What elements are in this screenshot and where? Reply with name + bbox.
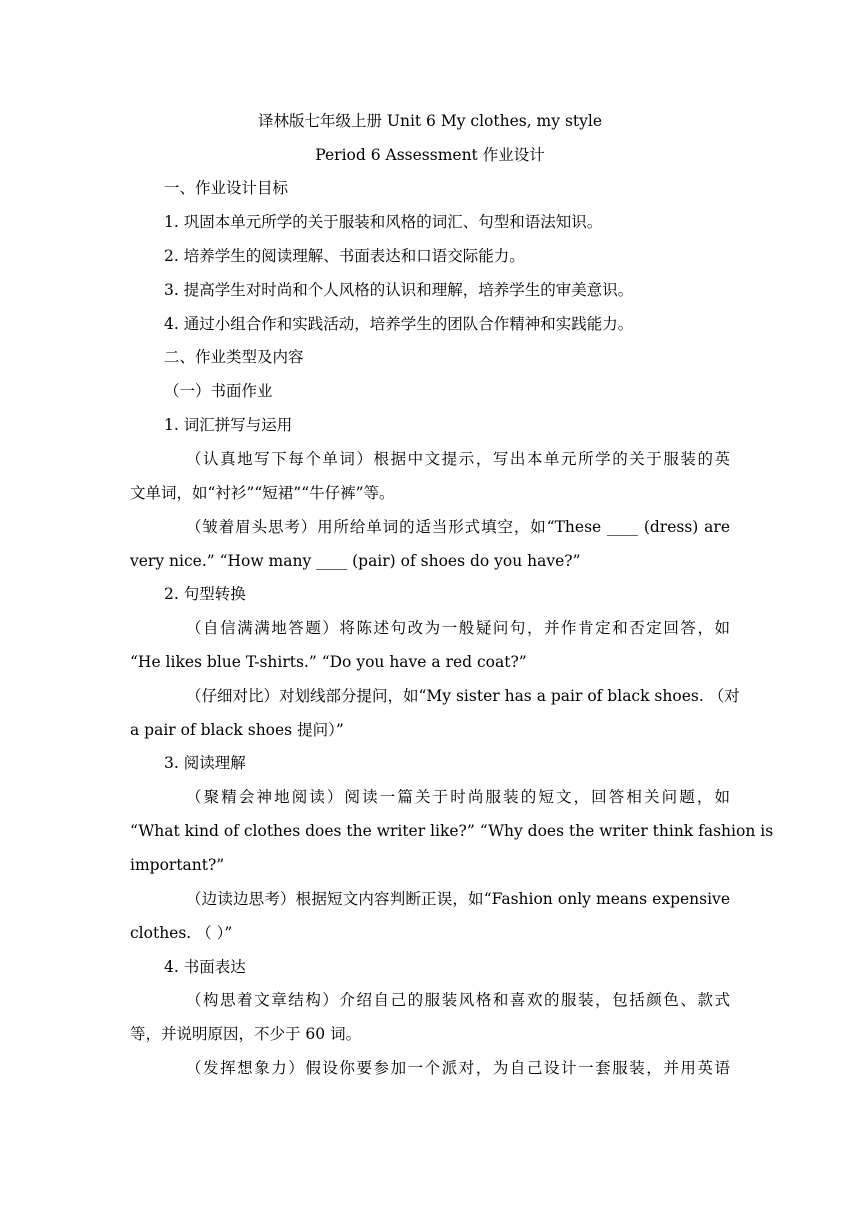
document-subtitle: Period 6 Assessment 作业设计 (315, 146, 545, 164)
paragraph-line: （认真地写下每个单词）根据中文提示，写出本单元所学的关于服装的英 (186, 450, 730, 468)
question-title: 2. 句型转换 (164, 585, 246, 603)
paragraph-line: 等，并说明原因，不少于 60 词。 (130, 1025, 362, 1043)
paragraph-line: “He likes blue T-shirts.” “Do you have a red coat?” (130, 653, 527, 671)
paragraph-line: （自信满满地答题）将陈述句改为一般疑问句，并作肯定和否定回答，如 (186, 619, 730, 637)
paragraph-line: （边读边思考）根据短文内容判断正误，如“Fashion only means expensive (186, 890, 730, 908)
question-title: 4. 书面表达 (164, 958, 246, 976)
paragraph-line: （聚精会神地阅读）阅读一篇关于时尚服装的短文，回答相关问题，如 (186, 788, 730, 806)
paragraph-line: （发挥想象力）假设你要参加一个派对，为自己设计一套服装，并用英语 (186, 1059, 730, 1077)
section-heading-types: 二、作业类型及内容 (164, 348, 304, 366)
goal-item: 1. 巩固本单元所学的关于服装和风格的词汇、句型和语法知识。 (164, 213, 603, 231)
paragraph-line: （仔细对比）对划线部分提问，如“My sister has a pair of black shoes. （对 (186, 687, 740, 705)
paragraph-line: 文单词，如“衬衫”“短裙”“牛仔裤”等。 (130, 484, 395, 502)
paragraph-line: a pair of black shoes 提问）” (130, 721, 344, 739)
paragraph-line: （皱着眉头思考）用所给单词的适当形式填空，如“These ____ (dress) are (186, 518, 730, 536)
question-title: 1. 词汇拼写与运用 (164, 416, 293, 434)
paragraph-line: （构思着文章结构）介绍自己的服装风格和喜欢的服装，包括颜色、款式 (186, 991, 730, 1009)
section-heading-goals: 一、作业设计目标 (164, 179, 289, 197)
goal-item: 2. 培养学生的阅读理解、书面表达和口语交际能力。 (164, 247, 525, 265)
document-title: 译林版七年级上册 Unit 6 My clothes, my style (257, 112, 603, 130)
question-title: 3. 阅读理解 (164, 754, 246, 772)
paragraph-line: very nice.” “How many ____ (pair) of shoes do you have?” (130, 552, 581, 570)
paragraph-line: “What kind of clothes does the writer like?” “Why does the writer think fashion is (130, 822, 774, 840)
paragraph-line: clothes. （ ）” (130, 924, 233, 942)
subsection-heading-written: （一）书面作业 (164, 382, 273, 400)
goal-item: 3. 提高学生对时尚和个人风格的认识和理解，培养学生的审美意识。 (164, 281, 634, 299)
paragraph-line: important?” (130, 856, 225, 874)
goal-item: 4. 通过小组合作和实践活动，培养学生的团队合作精神和实践能力。 (164, 315, 634, 333)
